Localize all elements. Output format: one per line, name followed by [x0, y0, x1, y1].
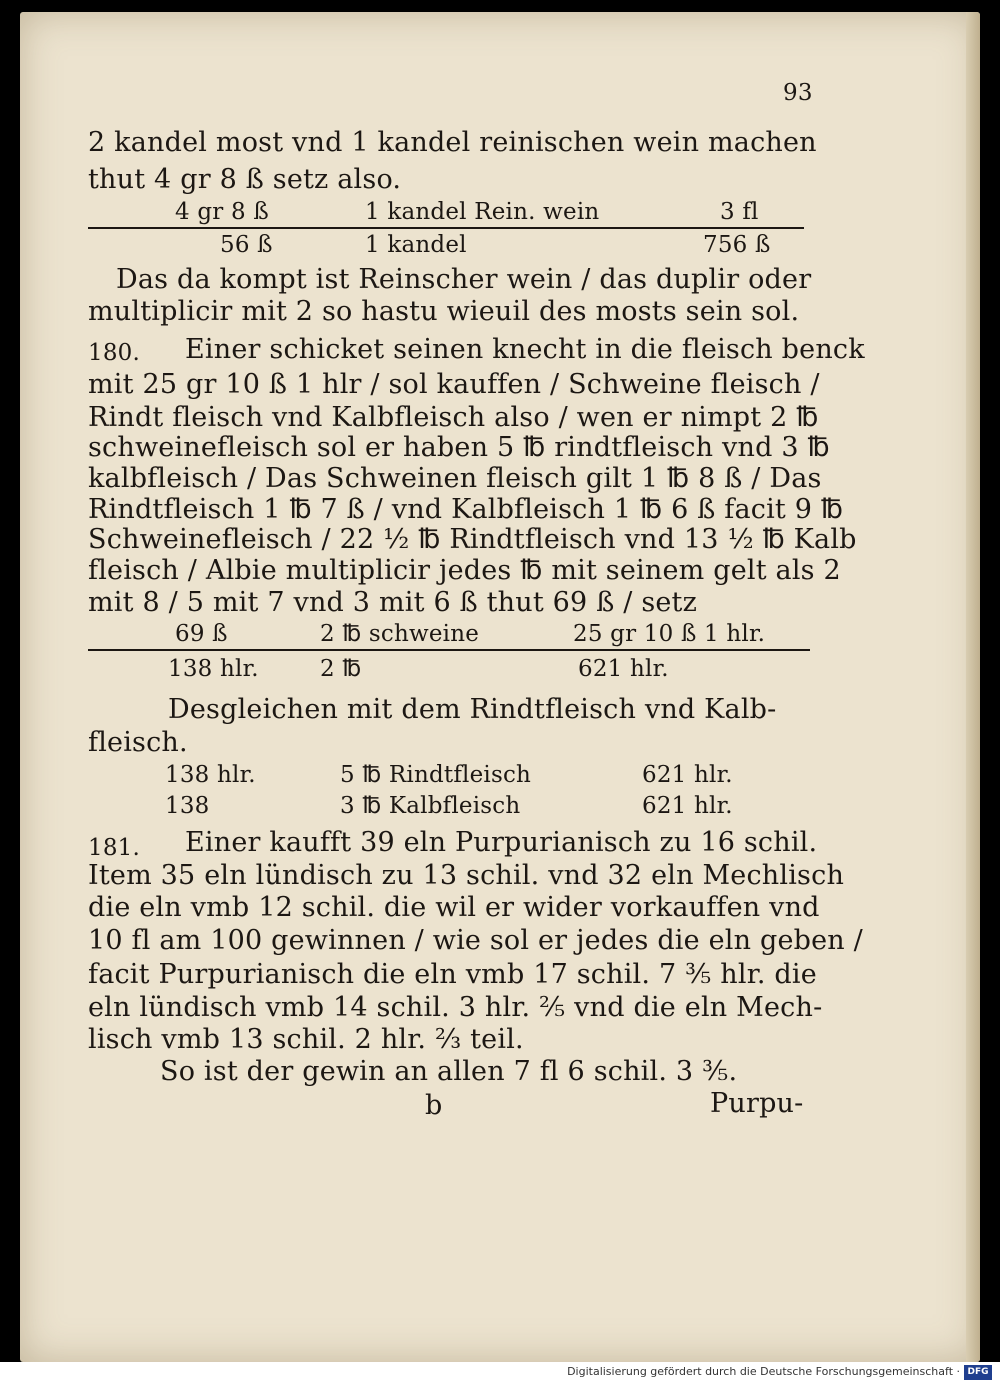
rule-term: 56 ß: [220, 232, 273, 258]
rule-term: 25 gr 10 ß 1 hlr.: [573, 621, 766, 647]
text-line: Rindt fleisch vnd Kalbfleisch also / wen er nimpt 2 ℔: [88, 402, 819, 433]
rule-term: 756 ß: [703, 232, 771, 258]
rule-divider: [88, 227, 804, 229]
rule-term: 1 kandel Rein. wein: [365, 199, 600, 225]
text-line: Einer schicket seinen knecht in die fleisch benck: [185, 334, 865, 365]
rule-term: 2 ℔: [320, 656, 362, 682]
text-line: Das da kompt ist Reinscher wein / das duplir oder: [116, 264, 812, 295]
signature-mark: b: [425, 1090, 443, 1121]
rule-term: 4 gr 8 ß: [175, 199, 269, 225]
dfg-logo-icon: DFG: [964, 1365, 992, 1380]
text-line: eln lündisch vmb 14 schil. 3 hlr. ⅖ vnd die eln Mech-: [88, 992, 823, 1023]
rule-term: 3 ℔ Kalbfleisch: [340, 793, 521, 819]
text-line: 2 kandel most vnd 1 kandel reinischen wein machen: [88, 127, 817, 158]
text-line: Einer kaufft 39 eln Purpurianisch zu 16 schil.: [185, 827, 818, 858]
text-line: 10 fl am 100 gewinnen / wie sol er jedes die eln geben /: [88, 925, 863, 956]
text-line: Item 35 eln lündisch zu 13 schil. vnd 32 eln Mechlisch: [88, 860, 845, 891]
text-line: thut 4 gr 8 ß setz also.: [88, 164, 402, 195]
rule-term: 1 kandel: [365, 232, 467, 258]
text-line: fleisch / Albie multiplicir jedes ℔ mit seinem gelt als 2: [88, 555, 841, 586]
footer-credit: Digitalisierung gefördert durch die Deutsche Forschungsgemeinschaft ·: [567, 1365, 960, 1378]
text-line: multiplicir mit 2 so hastu wieuil des mosts sein sol.: [88, 296, 800, 327]
rule-term: 138 hlr.: [165, 762, 256, 788]
rule-divider: [88, 649, 810, 651]
page-edge: [966, 12, 980, 1362]
rule-term: 2 ℔ schweine: [320, 621, 480, 647]
text-line: die eln vmb 12 schil. die wil er wider vorkauffen vnd: [88, 892, 820, 923]
text-line: Desgleichen mit dem Rindtfleisch vnd Kalb-: [168, 694, 777, 725]
book-page: [20, 12, 980, 1362]
text-line: facit Purpurianisch die eln vmb 17 schil. 7 ⅗ hlr. die: [88, 959, 817, 990]
rule-term: 621 hlr.: [578, 656, 669, 682]
text-line: mit 8 / 5 mit 7 vnd 3 mit 6 ß thut 69 ß / setz: [88, 587, 698, 618]
text-line: kalbfleisch / Das Schweinen fleisch gilt 1 ℔ 8 ß / Das: [88, 463, 822, 494]
text-line: fleisch.: [88, 727, 188, 758]
page-number: 93: [783, 80, 813, 106]
rule-term: 621 hlr.: [642, 793, 733, 819]
rule-term: 69 ß: [175, 621, 228, 647]
text-line: schweinefleisch sol er haben 5 ℔ rindtfleisch vnd 3 ℔: [88, 432, 830, 463]
rule-term: 3 fl: [720, 199, 759, 225]
text-line: mit 25 gr 10 ß 1 hlr / sol kauffen / Schweine fleisch /: [88, 369, 820, 400]
rule-term: 5 ℔ Rindtfleisch: [340, 762, 532, 788]
digitization-footer: [0, 1362, 1000, 1384]
text-line: lisch vmb 13 schil. 2 hlr. ⅔ teil.: [88, 1024, 524, 1055]
problem-number: 180.: [88, 340, 141, 366]
rule-term: 138: [165, 793, 210, 819]
rule-term: 138 hlr.: [168, 656, 259, 682]
text-line: Schweinefleisch / 22 ½ ℔ Rindtfleisch vnd 13 ½ ℔ Kalb: [88, 524, 857, 555]
text-line: Rindtfleisch 1 ℔ 7 ß / vnd Kalbfleisch 1 ℔ 6 ß facit 9 ℔: [88, 494, 844, 525]
catchword: Purpu-: [710, 1088, 804, 1119]
rule-term: 621 hlr.: [642, 762, 733, 788]
text-line: So ist der gewin an allen 7 fl 6 schil. 3 ⅗.: [160, 1056, 738, 1087]
problem-number: 181.: [88, 835, 141, 861]
